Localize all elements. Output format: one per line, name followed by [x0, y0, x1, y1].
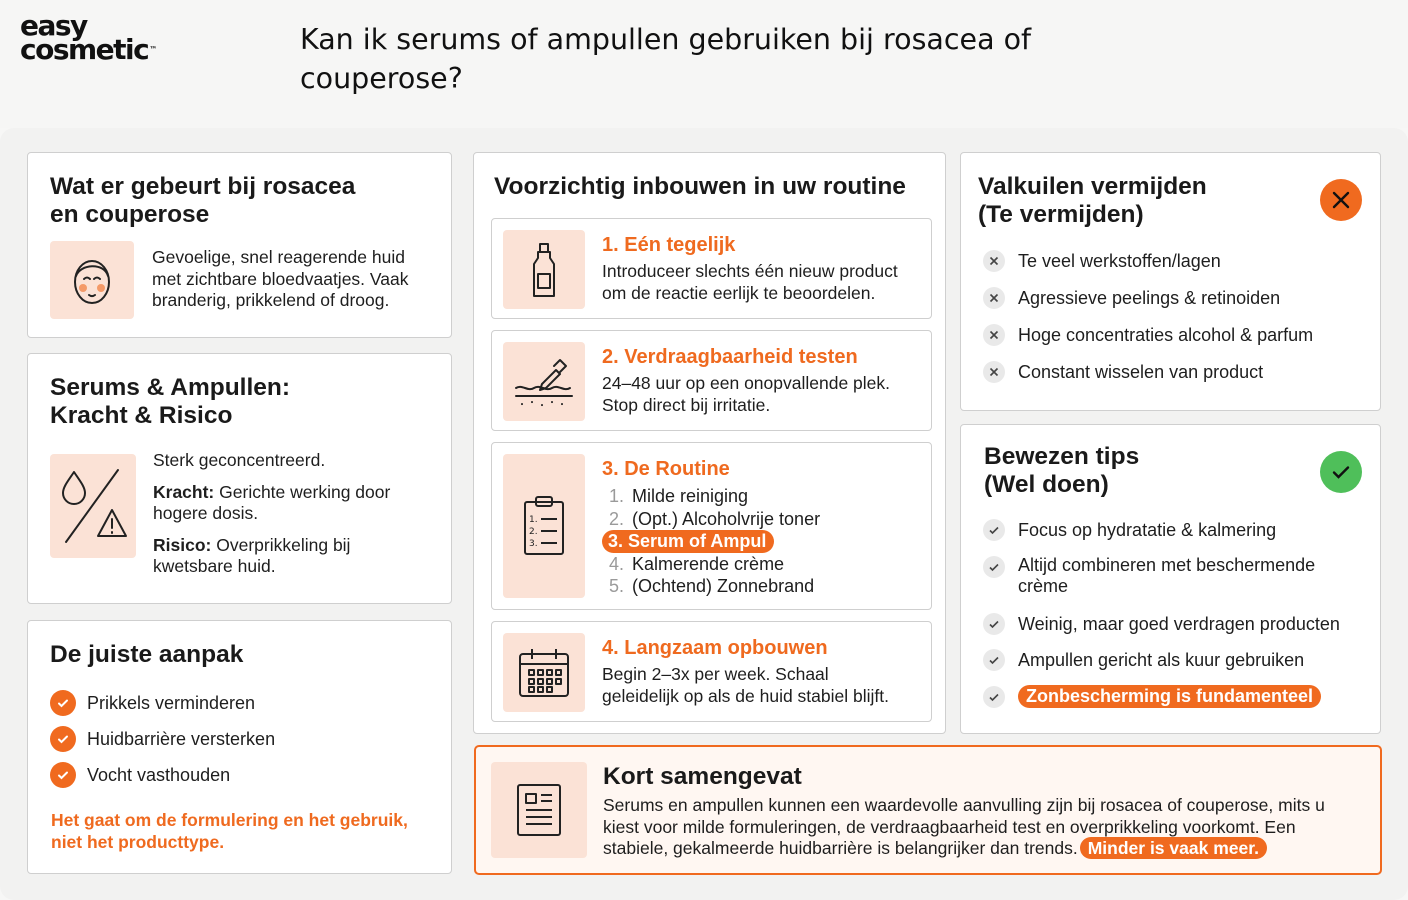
strength-risk-text: Sterk geconcentreerd. Kracht: Gerichte werking door hogere dosis. Risico: Overprikkeling bij kwetsbare huid.	[153, 450, 391, 576]
summary-card	[474, 745, 1382, 875]
list-item: Weinig, maar goed verdragen producten	[983, 613, 1340, 635]
check-icon	[983, 686, 1005, 708]
check-icon	[1320, 451, 1362, 493]
bottle-icon	[503, 230, 585, 309]
svg-text:1.: 1.	[529, 515, 538, 525]
x-icon	[983, 287, 1005, 309]
check-icon	[50, 762, 76, 788]
calendar-icon	[503, 633, 585, 712]
routine-list	[602, 485, 820, 598]
card-title: Bewezen tips (Wel doen)	[984, 443, 1140, 498]
brand-logo: easy cosmetic™	[20, 9, 158, 66]
clipboard-list-icon	[503, 454, 585, 598]
list-item: 5. (Ochtend) Zonnebrand	[608, 576, 815, 596]
right-approach-card	[27, 620, 452, 874]
rosacea-description: Gevoelige, snel reagerende huid met zichtbare bloedvaatjes. Vaak branderig, prikkelend of droog.	[152, 247, 409, 310]
svg-text:2.: 2.	[529, 527, 538, 537]
step-card: 4. Langzaam opbouwen Begin 2–3x per week. Schaal geleidelijk op als de huid stabiel blijft.	[491, 621, 932, 722]
drop-warning-icon	[50, 454, 136, 558]
card-title: Serums & Ampullen: Kracht & Risico	[50, 374, 291, 429]
x-icon	[983, 324, 1005, 346]
list-item: 1. Milde reiniging	[608, 486, 749, 506]
check-icon	[50, 690, 76, 716]
list-item: Ampullen gericht als kuur gebruiken	[983, 649, 1304, 671]
check-icon	[983, 556, 1005, 578]
page-title: Kan ik serums of ampullen gebruiken bij rosacea of couperose?	[300, 23, 1032, 95]
x-icon	[983, 361, 1005, 383]
x-icon	[983, 250, 1005, 272]
check-icon	[983, 613, 1005, 635]
rosacea-info-card	[27, 152, 452, 338]
list-item: Focus op hydratatie & kalmering	[983, 519, 1276, 541]
step-card: 1. Eén tegelijk Introduceer slechts één nieuw product om de reactie eerlijk te beoordelen.	[491, 218, 932, 319]
list-item: Vocht vasthouden	[50, 762, 230, 788]
routine-card	[473, 152, 946, 734]
strength-risk-card	[27, 353, 452, 604]
dropper-skin-icon	[503, 342, 585, 421]
page-header	[0, 0, 1408, 128]
list-item: Agressieve peelings & retinoiden	[983, 287, 1280, 309]
document-icon	[491, 762, 587, 858]
check-icon	[983, 649, 1005, 671]
check-icon	[50, 726, 76, 752]
list-item: Te veel werkstoffen/lagen	[983, 250, 1221, 272]
list-item: Altijd combineren met beschermende crème	[983, 555, 1315, 597]
step-card: 1. 2. 3. 3. De Routine 1. Milde reiniging 2. (Opt.) Alcoholvrije toner 3. Serum of Ampul 4. Kalmerende crème 5. (Ochtend) Zonnebrand	[491, 442, 932, 610]
approach-note: Het gaat om de formulering en het gebruik, niet het producttype.	[51, 810, 408, 852]
list-item: 2. (Opt.) Alcoholvrije toner	[608, 508, 821, 529]
summary-text: Serums en ampullen kunnen een waardevolle aanvulling zijn bij rosacea of couperose, mits u kiest voor milde formuleringen, de verdraagbaarheid test en overprikkeling voorkomt. Een stabiele, gekalmeerde huidbarrière is belangrijker dan trends. Minder is vaak meer.	[603, 795, 1325, 858]
step-card: 2. Verdraagbaarheid testen 24–48 uur op een onopvallende plek. Stop direct bij irritatie.	[491, 330, 932, 431]
list-item: 4. Kalmerende crème	[608, 553, 785, 574]
card-title: Voorzichtig inbouwen in uw routine	[494, 173, 906, 200]
card-title: Wat er gebeurt bij rosacea en couperose	[50, 173, 356, 228]
list-item-highlight: 3. Serum of Ampul	[602, 530, 820, 553]
list-item-highlight: Zonbescherming is fundamenteel	[983, 685, 1321, 708]
list-item: Huidbarrière versterken	[50, 726, 275, 752]
list-item: Constant wisselen van product	[983, 361, 1263, 383]
check-icon	[983, 519, 1005, 541]
card-title: De juiste aanpak	[50, 641, 244, 668]
card-title: Valkuilen vermijden (Te vermijden)	[978, 173, 1207, 228]
svg-text:3.: 3.	[529, 539, 538, 549]
tips-card	[960, 424, 1381, 734]
face-redness-icon	[50, 241, 134, 319]
list-item: Hoge concentraties alcohol & parfum	[983, 324, 1313, 346]
close-icon	[1320, 179, 1362, 221]
list-item: Prikkels verminderen	[50, 690, 255, 716]
pitfalls-card	[960, 152, 1381, 411]
summary-title: Kort samengevat	[603, 763, 802, 790]
